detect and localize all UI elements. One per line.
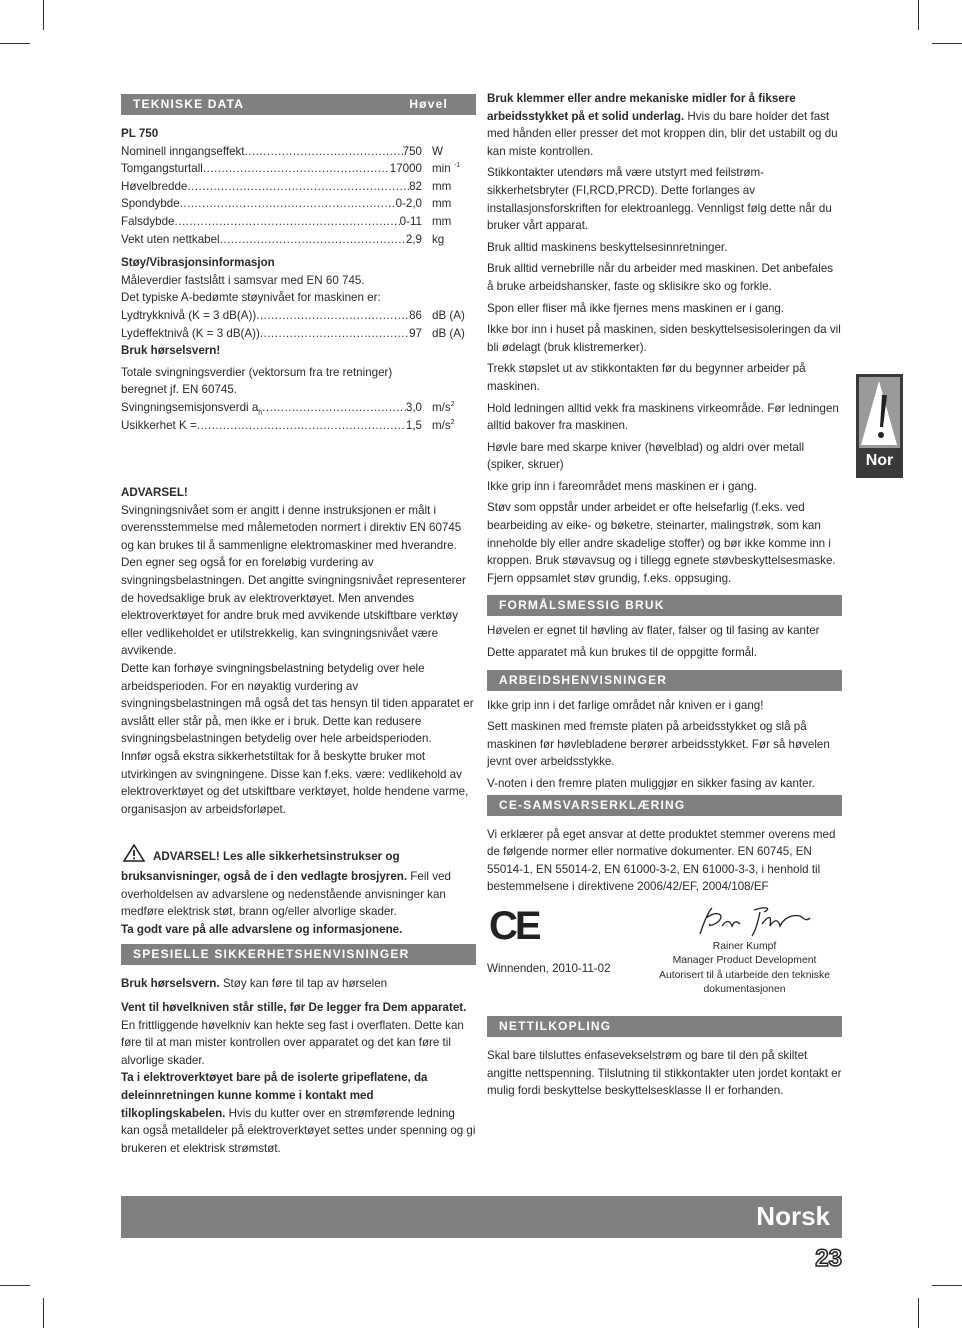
noise-row: Lydtrykknivå (K = 3 dB(A)) ..... 86 dB (A) — [121, 307, 476, 325]
work-paragraph: Ikke grip inn i det farlige området når kniven er i gang! — [487, 698, 764, 712]
work-paragraph: Sett maskinen med fremste platen på arbeidsstykket og slå på maskinen før høvlebladene berører arbeidsstykket. Før så høvelen jevnt over arbeidsstykke. — [487, 720, 830, 769]
safety-paragraph: Bruk alltid maskinens beskyttelsesinnretninger. — [487, 240, 728, 254]
safety-paragraph: Stikkontakter utendørs må være utstyrt med feilstrøm-sikkerhetsbryter (FI,RCD,PRCD). Dette forlanges av installasjonsforskriften for elektroanlegg. Vennligst følg dette når du bruker vårt apparat. — [487, 166, 832, 233]
safety-paragraph: Ikke bor inn i huset på maskinen, siden beskyttelsesisoleringen da vil bli ødelagt (bruk klistremerker). — [487, 323, 841, 354]
special-safety-header: SPESIELLE SIKKERHETSHENVISNINGER — [121, 944, 476, 965]
safety-warning-bold: ADVARSEL! Les alle sikkerhetsinstrukser og bruksanvisninger, også de i den vedlagte brosjyren. — [121, 850, 408, 883]
signature — [692, 904, 817, 938]
crop-mark — [918, 1298, 919, 1328]
hearing-protection-note: Bruk hørselsvern! — [121, 344, 221, 358]
vibration-row: Svingningsemisjonsverdi $a_h$ ..... 3,0 $m/s^2$ — [121, 399, 476, 417]
clamp-instruction: Bruk klemmer eller andre mekaniske midler for å fiksere arbeidsstykket på et solid underlag. Hvis du bare holder det fast med hånden eller presser det mot kroppen din, blir det ustabilt og du kan miste kontrollen. — [487, 92, 838, 158]
tech-data-header — [121, 94, 476, 115]
special-instruction: Bruk hørselsvern. Støy kan føre til tap av hørselen — [121, 977, 388, 991]
crop-mark — [0, 43, 30, 44]
place-date: Winnenden, 2010-11-02 — [487, 961, 611, 975]
vibration-line: beregnet jf. EN 60745. — [121, 383, 238, 397]
safety-warning-text: Feil ved overholdelsen av advarslene og nedenstående anvisninger kan medføre elektrisk støt, brann og/eller alvorlige skader. — [121, 869, 451, 919]
spec-table — [121, 143, 476, 249]
signature-area — [487, 896, 842, 1004]
special-instruction: Vent til høvelkniven står stille, før De legger fra Dem apparatet. En frittliggende høvelkniv kan hekte seg fast i overflaten. Dette kan føre til at man mister kontrollen over apparatet og det kan føre til alvorlige skader. — [121, 1000, 467, 1067]
noise-line: Måleverdier fastslått i samsvar med EN 60 745. — [121, 273, 365, 287]
mains-paragraph: Skal bare tilsluttes enfasevekselstrøm og bare til den på skiltet angitte nettspenning. Tilslutning til stikkontakter uten jordet kontakt er mulig fordi beskyttelse beskyttelsesklasse II er forhanden. — [487, 1048, 842, 1098]
crop-mark — [932, 1285, 962, 1286]
keep-warnings-note: Ta godt vare på alle advarslene og informasjonene. — [121, 922, 403, 936]
signer-authorization: Autorisert til å utarbeide den tekniske dokumentasjonen — [659, 969, 830, 996]
left-column — [121, 94, 476, 1157]
spec-row: Falsdybde ..... 0-11 mm — [121, 213, 476, 231]
signer-info — [647, 940, 842, 998]
spec-row: Spondybde ..... 0-2,0 mm — [121, 195, 476, 213]
work-instructions-header: ARBEIDSHENVISNINGER — [487, 670, 842, 691]
purpose-header: FORMÅLSMESSIG BRUK — [487, 595, 842, 616]
purpose-paragraph: Høvelen er egnet til høvling av flater, falser og til fasing av kanter — [487, 624, 820, 638]
warning-paragraph: Dette kan forhøye svingningsbelastning betydelig over hele arbeidsperioden. For en nøyaktig vurdering av svingningsbelastningen må også det tas hensyn til tiden apparatet er avslått eller står på, men ikke er i bruk. Dette kan redusere svingningsbelastningen betydelig over hele arbeidsperioden. — [121, 662, 474, 746]
signer-title: Manager Product Development — [672, 955, 817, 967]
warning-paragraph: Svingningsnivået som er angitt i denne instruksjonen er målt i overensstemmelse med målemetoden normert i direktiv EN 60745 og kan brukes til å sammenligne elektromaskiner med hverandre. Den egner seg også for en foreløbig vurdering av svingningsbelastningen. Det angitte svingningsnivået representerer de hovedsaklige bruk av elektroverktøyet. Men anvendes elektroverktøyet for andre bruk med avvikende utskiftbare verktøy eller vedlikeholdet er utilstrekkelig, kan svingningsnivået være avvikende. — [121, 503, 466, 658]
warning-paragraph: Innfør også ekstra sikkerhetstiltak for å beskytte bruker mot utvirkingen av svingningene. Disse kan f.eks. være: vedlikehold av elektroverktøyet og det utskiftbare verktøyet, holde hendene varme, organisasjon av arbeidsforløpet. — [121, 750, 469, 816]
safety-paragraph: Hold ledningen alltid vekk fra maskinens virkeområde. Før ledningen alltid bakover fra maskinen. — [487, 401, 839, 433]
vibration-line: Totale svingningsverdier (vektorsum fra tre retninger) — [121, 365, 393, 379]
work-paragraph: V-noten i den fremre platen muliggjør en sikker fasing av kanter. — [487, 777, 816, 790]
warning-title: ADVARSEL! — [121, 486, 188, 500]
spec-row: Høvelbredde ..... 82 mm — [121, 178, 476, 196]
tech-data-title: TEKNISKE DATA — [133, 97, 245, 111]
safety-paragraph: Høvle bare med skarpe kniver (høvelblad) og aldri over metall (spiker, skruer) — [487, 440, 805, 472]
noise-line: Det typiske A-bedømte støynivået for maskinen er: — [121, 291, 381, 305]
warning-exclamation-icon — [859, 377, 900, 448]
ce-header: CE-SAMSVARSERKLÆRING — [487, 795, 842, 816]
model-name: PL 750 — [121, 127, 159, 140]
crop-mark — [43, 0, 44, 30]
safety-paragraph: Støv som oppstår under arbeidet er ofte helsefarlig (f.eks. ved bearbeiding av eike- og bøketre, steinarter, malingstrøk, som kan inneholde bly eller andre skadelige stoffer) og bør ikke komme inn i kroppen. Bruk støvavsug og i tillegg egnete støvbeskyttelsesmaske. Fjern oppsamlet støv grundig, f.eks. oppsuging. — [487, 501, 836, 585]
page-number: 23 — [815, 1245, 842, 1272]
tech-data-product: Høvel — [409, 97, 448, 111]
footer-language: Norsk — [756, 1201, 830, 1231]
noise-row: Lydeffektnivå (K = 3 dB(A)) ..... 97 dB (A) — [121, 325, 476, 343]
safety-paragraph: Spon eller fliser må ikke fjernes mens maskinen er i gang. — [487, 301, 785, 315]
language-side-tab — [856, 374, 903, 478]
special-instruction: Ta i elektroverktøyet bare på de isolerte gripeflatene, da deleinnretningen kunne komme i kontakt med tilkoplingskabelen. Hvis du kutter over en strømførende ledning kan også metalldeler på elektroverktøyet settes under spenning og gi brukeren et elektrisk strømstøt. — [121, 1071, 476, 1155]
ce-mark: CE — [489, 903, 539, 948]
crop-mark — [0, 1285, 30, 1286]
purpose-paragraph: Dette apparatet må kun brukes til de oppgitte formål. — [487, 646, 758, 660]
safety-paragraph: Ikke grip inn i fareområdet mens maskinen er i gang. — [487, 479, 758, 493]
signer-name: Rainer Kumpf — [712, 940, 777, 952]
crop-mark — [43, 1298, 44, 1328]
safety-paragraph: Trekk støpslet ut av stikkontakten før du begynner arbeider på maskinen. — [487, 362, 806, 393]
footer-language-bar — [121, 1196, 842, 1238]
vibration-row: Usikkerhet K = ..... 1,5 $m/s^2$ — [121, 417, 476, 435]
right-column — [487, 90, 842, 1100]
safety-paragraph: Bruk alltid vernebrille når du arbeider med maskinen. Det anbefales å bruke arbeidshansker, faste og sklisikre sko og forkle. — [487, 262, 834, 293]
warning-triangle-icon — [123, 844, 145, 868]
spec-row: Tomgangsturtall ..... 17000 min $^{-1}$ — [121, 160, 476, 178]
noise-title: Støy/Vibrasjonsinformasjon — [121, 256, 275, 270]
ce-declaration: Vi erklærer på eget ansvar at dette produktet stemmer overens med de følgende normer eller normative dokumenter. EN 60745, EN 55014-1, EN 55014-2, EN 61000-3-2, EN 61000-3-3, i henhold til bestemmelsene i direktivene 2006/42/EF, 2004/108/EF — [487, 827, 836, 894]
crop-mark — [932, 43, 962, 44]
crop-mark — [918, 0, 919, 30]
spec-row: Nominell inngangseffekt ..... 750 W — [121, 143, 476, 161]
side-tab-label: Nor — [865, 452, 894, 469]
mains-header: NETTILKOPLING — [487, 1016, 842, 1037]
spec-row: Vekt uten nettkabel ..... 2,9 kg — [121, 231, 476, 249]
safety-warning-block — [121, 844, 476, 938]
